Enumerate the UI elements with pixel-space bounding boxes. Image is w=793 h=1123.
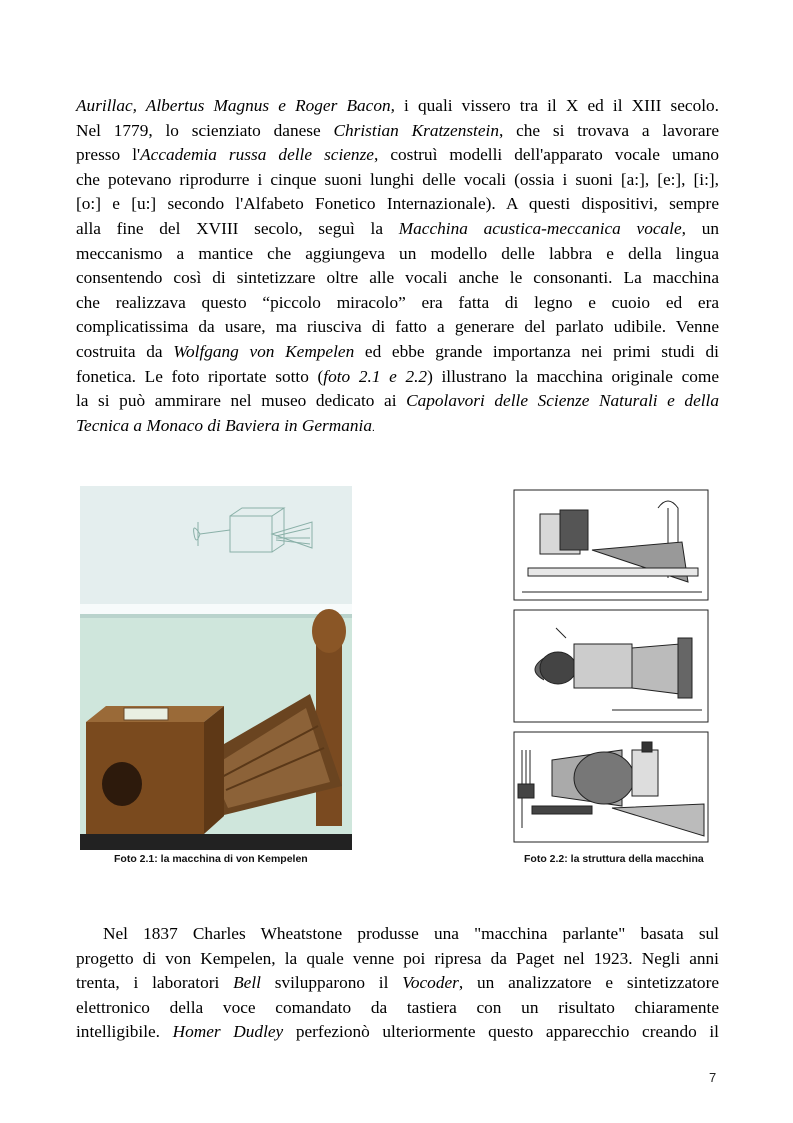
text-line: trenta, i laboratori Bell svilupparono il Vocoder, un analizzatore e sintetizzatore — [76, 973, 719, 993]
text-line: consentendo così di sintetizzare oltre alle vocali anche le consonanti. La macchina — [76, 268, 719, 288]
text-line: complicatissima da usare, ma riusciva di fatto a generare del parlato udibile. Venne — [76, 317, 719, 337]
text-line: Nel 1837 Charles Wheatstone produsse una "macchina parlante" basata sul — [103, 924, 719, 943]
paragraph-kratzenstein-kempelen — [76, 94, 719, 440]
text-line: che realizzava questo “piccolo miracolo” era fatta di legno e cuoio ed era — [76, 292, 719, 312]
text-line: Nel 1779, lo scienziato danese Christian Kratzenstein, che si trovava a lavorare — [76, 120, 719, 140]
text-line: la si può ammirare nel museo dedicato ai Capolavori delle Scienze Naturali e della — [76, 391, 719, 411]
text-line: intelligibile. Homer Dudley perfezionò ulteriormente questo apparecchio creando il — [76, 1022, 719, 1042]
text-line: progetto di von Kempelen, la quale venne poi ripresa da Paget nel 1923. Negli anni — [76, 948, 719, 968]
text-line: Tecnica a Monaco di Baviera in Germania. — [76, 415, 375, 435]
text-line: alla fine del XVIII secolo, seguì la Macchina acustica-meccanica vocale, un — [76, 218, 719, 238]
machine-structure-drawings — [512, 488, 710, 846]
text-line: meccanismo a mantice che aggiungeva un modello delle labbra e della lingua — [76, 243, 719, 263]
photo-machine-structure — [512, 488, 710, 846]
text-line: presso l'Accademia russa delle scienze, costruì modelli dell'apparato vocale umano — [76, 145, 719, 165]
paragraph-wheatstone-vocoder — [76, 922, 719, 1045]
text-line: Aurillac, Albertus Magnus e Roger Bacon, i quali vissero tra il X ed il XIII secolo. — [76, 96, 719, 115]
caption-photo-2-2: Foto 2.2: la struttura della macchina — [524, 853, 704, 865]
text-line: costruita da Wolfgang von Kempelen ed ebbe grande importanza nei primi studi di — [76, 341, 719, 361]
text-line: che potevano riprodurre i cinque suoni lunghi delle vocali (ossia i suoni [a:], [e:], [i:], — [76, 169, 719, 189]
text-line: fonetica. Le foto riportate sotto (foto 2.1 e 2.2) illustrano la macchina originale come — [76, 366, 719, 386]
text-line: elettronico della voce comandato da tastiera con un risultato chiaramente — [76, 997, 719, 1017]
caption-photo-2-1: Foto 2.1: la macchina di von Kempelen — [114, 853, 308, 865]
page-number: 7 — [709, 1070, 717, 1085]
kempelen-machine-photo-illustration — [80, 486, 352, 850]
photo-kempelen-machine — [80, 486, 352, 850]
text-line: [o:] e [u:] secondo l'Alfabeto Fonetico Internazionale). A questi dispositivi, sempre — [76, 194, 719, 214]
